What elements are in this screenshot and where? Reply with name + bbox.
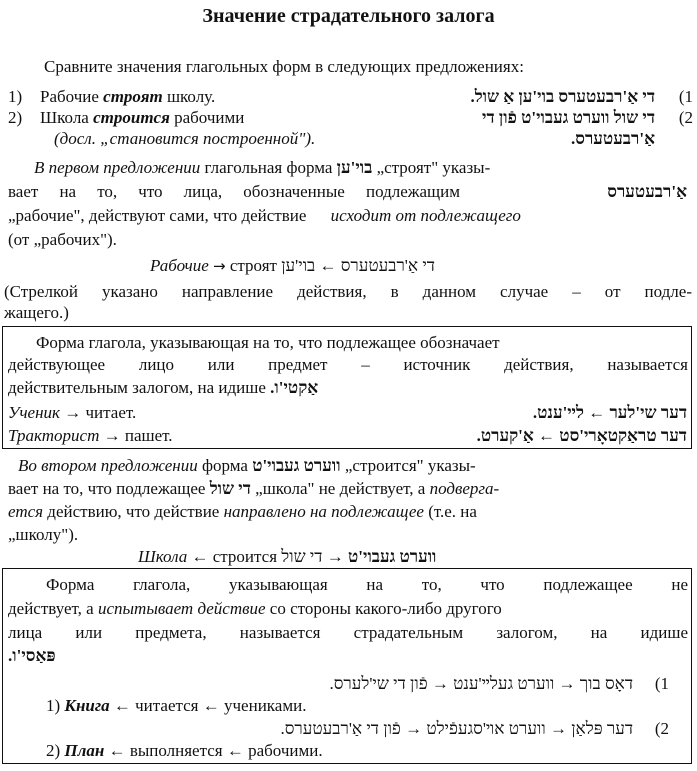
para1-line2-yiddish: אַ'רבעטערס	[607, 182, 687, 201]
box2-line3: лица или предмета, называется страдательным залогом, на идише	[8, 623, 688, 642]
ex1-pre: Рабочие	[40, 87, 104, 106]
ex2-post: рабочими	[169, 108, 245, 127]
page-title: Значение страдательного залога	[202, 5, 495, 27]
ex1-yiddish: די אַ'רבעטערס בוי'ען אַ שול.	[470, 87, 655, 106]
box2-row2: 2) План ← выполняется ← рабочими.	[46, 741, 323, 760]
box2-yiddish-1: דאָס בוך → ווערט געלײ'ענט → פֿון די שי'לערס.	[329, 674, 633, 693]
box2-line1: Форма глагола, указывающая на то, что подлежащее не	[46, 575, 688, 594]
intro-text: Сравните значения глагольных форм в следующих предложениях:	[44, 57, 524, 76]
ex2-number-right: (2	[678, 108, 693, 127]
ex2-pre: Школа	[40, 108, 94, 127]
para1-line1: В первом предложении глагольная форма בוי'ען „строят" указы-	[34, 158, 491, 177]
box1-row2-left: Тракторист → пашет.	[8, 426, 173, 445]
box2-line2: действует, а испытывает действие со стороны какого-либо другого	[8, 599, 502, 618]
ex1-russian	[40, 86, 215, 107]
note1-line1: (Стрелкой указано направление действия, в данном случае – от подле-	[4, 282, 692, 301]
ex2-russian	[40, 107, 244, 128]
box2-line4-yiddish: פּאַסי'ו.	[8, 646, 56, 665]
box1-row1-left: Ученик → читает.	[8, 403, 137, 422]
box1-line1: Форма глагола, указывающая на то, что подлежащее обозначает	[36, 333, 500, 352]
ex2-yiddish-2: אַ'רבעטערס.	[571, 129, 655, 148]
ex1-number: 1)	[8, 87, 23, 106]
box2-yiddish-2-num: (2	[654, 719, 669, 738]
box1-row1-yiddish: דער שי'לער ← לײ'ענט.	[532, 403, 687, 422]
box2-row1: 1) Книга ← читается ← учениками.	[46, 696, 307, 715]
para2-line1: Во втором предложении форма ווערט געבוי'ט „строится" указы-	[18, 456, 476, 475]
ex1-number-right: (1	[678, 87, 693, 106]
ex2-literal: (досл. „становится построенной").	[54, 129, 316, 148]
ex2-verb: строится	[93, 108, 170, 127]
box2-yiddish-1-num: (1	[654, 674, 669, 693]
box1-line2: действующее лицо или предмет – источник действия, называется	[8, 355, 688, 374]
para1-line2: вает на то, что лица, обозначенные подлежащим	[8, 182, 460, 201]
para2-line3: ется действию, что действие направлено на подлежащее (т.е. на	[8, 502, 477, 521]
note1-line2: жащего.)	[4, 303, 69, 322]
para1-line4: (от „рабочих").	[8, 230, 117, 249]
ex1-verb: строят	[103, 87, 163, 106]
ex1-post: школу.	[162, 87, 216, 106]
box2-yiddish-2: דער פּלאַן → ווערט אױ'סגעפֿילט → פֿון די אַ'רבעטערס.	[280, 719, 633, 738]
box1-row2-yiddish: דער טראַקטאָרי'סט ← אַ'קערט.	[476, 426, 687, 445]
scheme2: Школа ← строится ווערט געבוי'ט → די שול	[138, 547, 437, 566]
ex2-yiddish: די שול ווערט געבוי'ט פֿון די	[482, 108, 655, 127]
box1-line3: действительным залогом, на идише אַקטי'ו.	[8, 378, 319, 397]
para1-line3: „рабочие", действуют сами, что действие исходит от подлежащего	[8, 206, 521, 225]
scheme1: Рабочие → строят די אַ'רבעטערס ← בוי'ען	[150, 256, 435, 275]
para2-line4: „школу").	[8, 525, 79, 544]
ex2-number: 2)	[8, 108, 23, 127]
para2-line2: вает на то, что подлежащее די שול „школа" не действует, а подверга-	[8, 479, 500, 498]
